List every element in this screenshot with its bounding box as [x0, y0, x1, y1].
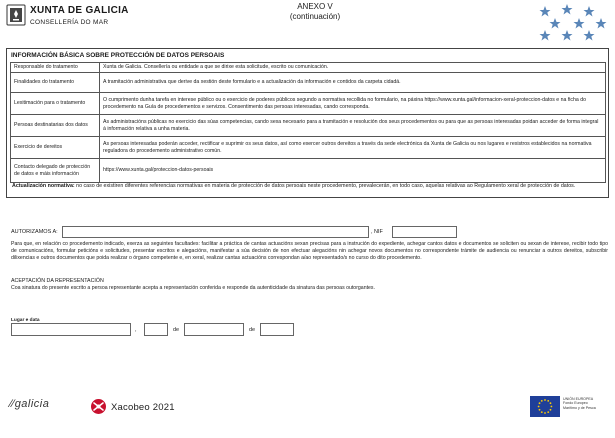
table-row: [11, 137, 606, 159]
de-label-2: de: [249, 327, 256, 333]
table-row: [11, 63, 606, 73]
acceptance-title: ACEPTACIÓN DA REPRESENTACIÓN: [11, 278, 104, 284]
table-row: [11, 115, 606, 137]
nif-field[interactable]: [392, 226, 457, 238]
day-field[interactable]: [144, 323, 168, 336]
eu-text-line: Marítimo y de Pesca: [563, 405, 596, 410]
row-text: A tramitación administrativa que derive da xestión deste formulario e a actualización da información e contidos da carpeta cidadá.: [100, 73, 606, 93]
table-row: [11, 159, 606, 183]
eu-text-line: UNIÓN EUROPEA: [563, 397, 594, 401]
month-field[interactable]: [184, 323, 244, 336]
row-label: Persoas destinatarias dos datos: [11, 115, 100, 137]
place-field[interactable]: [11, 323, 131, 336]
row-text: As administracións públicas no exercicio das súas competencias, cando sexa necesario para a tramitación e resolución dos seus procedementos ou para que as persoas interesadas poidan acceder de forma integral á información relativa a unha materia.: [100, 115, 606, 137]
row-label: Contacto delegado de protección de datos e máis información: [11, 159, 100, 183]
note-heading: Actualización normativa:: [12, 183, 75, 189]
table-row: [11, 73, 606, 93]
row-label: Lexitimación para o tratamento: [11, 93, 100, 115]
galicia-logo: [10, 398, 49, 410]
year-field[interactable]: [260, 323, 294, 336]
slash-mark: ∕∕: [10, 398, 15, 410]
galicia-logo-text: galicia: [14, 398, 50, 410]
note-text: no caso de existiren diferentes referencias normativas en materia de protección de datos persoais neste procedemento, prevalecerán, en todo caso, aquelas relativas ao Regulamento xeral de protección de datos.: [74, 183, 576, 189]
eu-fund-text: [563, 397, 596, 410]
xacobeo-text: Xacobeo 2021: [111, 402, 175, 413]
acceptance-text: Coa sinatura do presente escrito a persoa representante acepta a representación conferida e responde da autenticidade da sinatura das persoas outorgantes.: [11, 285, 375, 291]
eu-flag-icon: [530, 396, 560, 417]
authorized-name-field[interactable]: [62, 226, 369, 238]
normative-update-note: [12, 183, 608, 190]
row-label: Finalidades do tratamento: [11, 73, 100, 93]
row-text: Xunta de Galicia. Consellería ou entidade a que se dirixe esta solicitude, escrito ou comunicación.: [100, 63, 606, 73]
authorize-label: AUTORIZAMOS A:: [11, 229, 58, 235]
annex-line-2: (continuación): [289, 12, 341, 21]
place-date-label: Lugar e data: [11, 318, 40, 323]
row-link[interactable]: https://www.xunta.gal/proteccion-datos-persoais: [100, 159, 606, 183]
galicia-stars-icon: [531, 2, 611, 44]
row-label: Exercicio de dereitos: [11, 137, 100, 159]
xacobeo-logo-icon: [90, 398, 107, 415]
de-label-1: de: [173, 327, 180, 333]
row-text: O cumprimento dunha tarefa en interese público ou o exercicio de poderes públicos segundo a normativa recollida no formulario, na páxina https://www.xunta.gal/informacion-xeral-proteccion-datos e na ficha do procedemento na Guía de procedementos e servizos. Consentimento das persoas interesadas, cando corresponda.: [100, 93, 606, 115]
data-protection-section: [6, 48, 609, 198]
comma-separator: ,: [135, 327, 137, 333]
xunta-shield-icon: [6, 4, 26, 26]
annex-line-1: ANEXO V: [297, 2, 333, 11]
eu-text-line: Fondo Europeo: [563, 401, 588, 406]
nif-label: , NIF: [371, 229, 383, 235]
row-label: Responsable do tratamento: [11, 63, 100, 73]
org-name: XUNTA DE GALICIA: [30, 5, 129, 16]
authorization-paragraph: Para que, en relación co procedemento indicado, exerza as seguintes facultades: facilitar a práctica de cantas actuacións sexan precisas para a instrución do expediente, achegar cantos datos e documentos se soliciten ou sexan de interese, recibir todo tipo de comunicacións, formular peticións e solicitudes, presentar escritos e alegacións, manifestar a súa decisión de non efectuar alegacións nin achegar novos documentos no correspondente trámite de audiencia ou renunciar a outros dereitos, subscribir dilixencias e outros documentos que poida realizar o órgano competente e, en xeral, realizar cantas actuacións correspondan a/ao representado/s no curso do dito procedemento.: [11, 241, 608, 261]
table-row: [11, 93, 606, 115]
org-department: CONSELLERÍA DO MAR: [30, 19, 109, 26]
document-header: [0, 0, 615, 46]
row-text: As persoas interesadas poderán acceder, rectificar e suprimir os seus datos, así como exercer outros dereitos a través da sede electrónica da Xunta de Galicia ou nos lugares e rexistros establecidos na normativa reguladora do procedemento administrativo común.: [100, 137, 606, 159]
annex-title: [270, 2, 360, 22]
data-protection-table: [10, 62, 606, 183]
data-protection-title: INFORMACIÓN BÁSICA SOBRE PROTECCIÓN DE DATOS PERSOAIS: [11, 52, 225, 59]
